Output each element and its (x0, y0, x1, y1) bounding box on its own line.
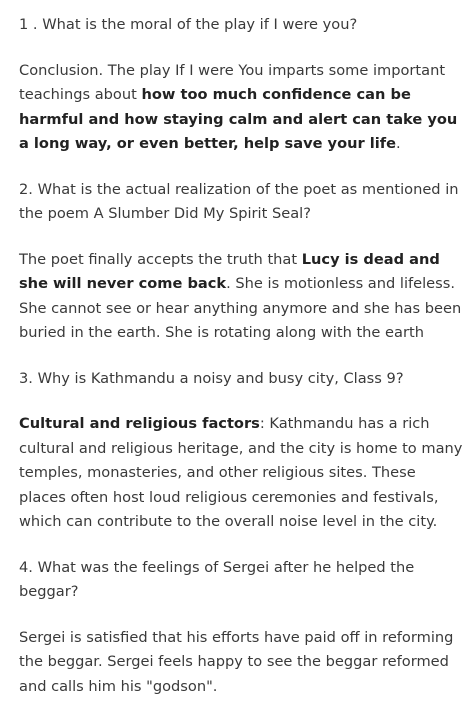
body-text: : Kathmandu has a rich cultural and religious heritage, and the city is home to many temples, monasteries, and other religious sites. These places often host loud religious ceremonies and festivals, which can contribute to the overall noise level in the city. (19, 415, 463, 530)
answer-a1 (19, 59, 464, 157)
answer-a3 (19, 412, 464, 535)
question-q1 (19, 13, 464, 38)
body-text: . (396, 135, 401, 152)
body-text: 3. Why is Kathmandu a noisy and busy city, Class 9? (19, 369, 404, 387)
body-text: Sergei is satisfied that his efforts have paid off in reforming the beggar. Sergei feels happy to see the beggar reformed and calls him his "godson". (19, 628, 454, 695)
emphasized-text: Lucy is dead and she will never come back (19, 250, 440, 292)
question-q2 (19, 178, 464, 227)
body-text: . She is motionless and lifeless. She cannot see or hear anything anymore and she has been buried in the earth. She is rotating along with the earth (19, 275, 462, 341)
emphasized-text: how too much confidence can be harmful and how staying calm and alert can take you a long way, or even better, help save your life (19, 86, 458, 152)
emphasized-text: Cultural and religious factors (19, 415, 260, 432)
body-text: 2. What is the actual realization of the poet as mentioned in the poem A Slumber Did My Spirit Seal? (19, 180, 459, 222)
answer-a2 (19, 248, 464, 346)
body-text: 4. What was the feelings of Sergei after he helped the beggar? (19, 558, 415, 600)
body-text: 1 . What is the moral of the play if I were you? (19, 16, 358, 33)
qa-document (19, 13, 464, 720)
body-text: The poet finally accepts the truth that (19, 250, 302, 268)
question-q3 (19, 367, 464, 392)
body-text: Conclusion. The play If I were You imparts some important teachings about (19, 61, 446, 103)
question-q4 (19, 556, 464, 605)
answer-a4 (19, 626, 464, 700)
